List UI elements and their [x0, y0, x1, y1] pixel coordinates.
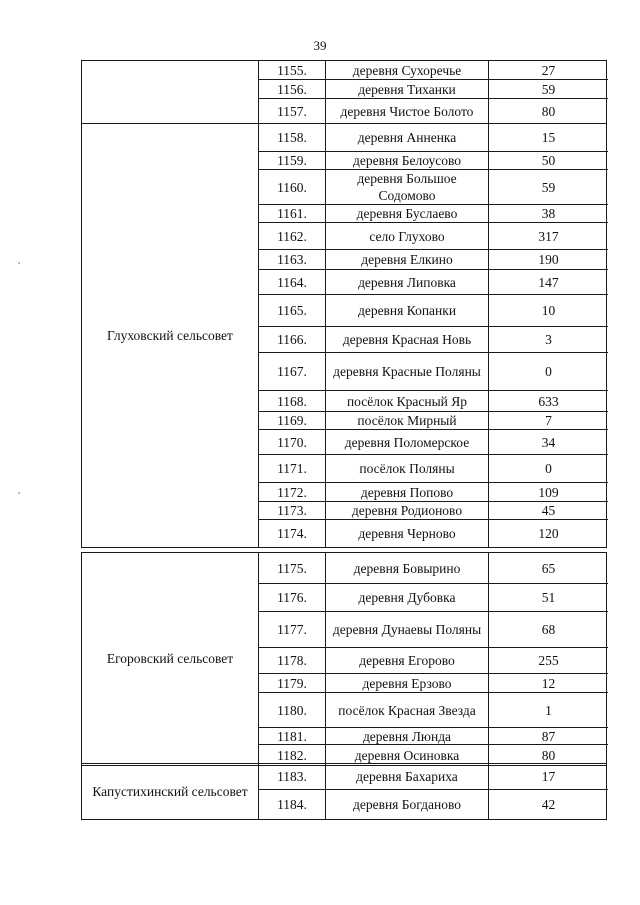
population-value: 59 [489, 170, 608, 205]
row-number: 1179. [259, 674, 326, 693]
settlement-name: посёлок Красный Яр [326, 391, 489, 412]
settlement-name: деревня Красная Новь [326, 327, 489, 353]
region-cell: Капустихинский сельсовет [82, 764, 259, 819]
settlement-name: деревня Дубовка [326, 584, 489, 612]
row-number: 1184. [259, 790, 326, 819]
row-number: 1167. [259, 353, 326, 391]
population-value: 1 [489, 693, 608, 728]
row-number: 1183. [259, 764, 326, 790]
row-number: 1169. [259, 412, 326, 430]
margin-mark [18, 262, 20, 264]
population-value: 15 [489, 124, 608, 152]
population-value: 190 [489, 250, 608, 270]
population-value: 10 [489, 295, 608, 327]
population-value: 120 [538, 526, 559, 541]
row-number: 1159. [259, 152, 326, 170]
settlement-name: деревня Бовырино [326, 553, 489, 584]
population-value: 17 [489, 764, 608, 790]
table-block-glukhovsky [81, 123, 607, 548]
row-number: 1168. [259, 391, 326, 412]
row-number: 1172. [259, 483, 326, 502]
settlement-name: деревня Тиханки [326, 80, 489, 99]
population-value: 80 [541, 747, 556, 763]
settlement-name: деревня Бахариха [326, 764, 489, 790]
row-number: 1180. [259, 693, 326, 728]
settlement-name: деревня Липовка [326, 270, 489, 295]
row-number: 1181. [259, 728, 326, 745]
settlement-name: деревня Красные Поляны [326, 353, 489, 391]
population-value: 27 [489, 61, 608, 80]
region-cell: Егоровский сельсовет [82, 553, 259, 765]
population-value: 59 [489, 80, 608, 99]
row-number: 1177. [259, 612, 326, 648]
population-value: 0 [489, 455, 608, 483]
settlement-name: деревня Родионово [326, 502, 489, 520]
row-number: 1175. [259, 553, 326, 584]
settlement-name: деревня Богданово [326, 790, 489, 819]
population-value: 147 [489, 270, 608, 295]
settlement-name: деревня Копанки [326, 295, 489, 327]
population-value: 42 [541, 797, 556, 812]
population-value: 633 [489, 391, 608, 412]
row-number: 1166. [259, 327, 326, 353]
table-block-continued [81, 60, 607, 124]
settlement-name: посёлок Мирный [326, 412, 489, 430]
row-number: 1170. [259, 430, 326, 455]
population-value: 12 [489, 674, 608, 693]
row-number: 1173. [259, 502, 326, 520]
population-value: 51 [489, 584, 608, 612]
population-value: 255 [489, 648, 608, 674]
population-value: 65 [489, 553, 608, 584]
population-value: 68 [489, 612, 608, 648]
row-number: 1178. [259, 648, 326, 674]
region-cell [82, 61, 259, 123]
population-value: 38 [489, 205, 608, 223]
settlement-name: деревня Белоусово [326, 152, 489, 170]
settlement-name: деревня Осиновка [326, 745, 489, 765]
row-number: 1182. [259, 745, 326, 765]
settlement-name: деревня Дунаевы Поляны [326, 612, 489, 648]
row-number: 1162. [259, 223, 326, 250]
row-number: 1161. [259, 205, 326, 223]
row-number: 1163. [259, 250, 326, 270]
row-number: 1176. [259, 584, 326, 612]
table-block-kapustikhinsky [81, 763, 607, 820]
population-value: 109 [489, 483, 608, 502]
page-number: 39 [313, 38, 327, 53]
settlement-name: деревня Люнда [326, 728, 489, 745]
population-value: 50 [489, 152, 608, 170]
row-number: 1155. [259, 61, 326, 80]
settlement-name: деревня Елкино [326, 250, 489, 270]
population-value: 34 [489, 430, 608, 455]
settlement-name: посёлок Поляны [326, 455, 489, 483]
region-cell: Глуховский сельсовет [82, 124, 259, 547]
population-value: 87 [489, 728, 608, 745]
row-number: 1171. [259, 455, 326, 483]
settlement-name: деревня Буслаево [326, 205, 489, 223]
population-value: 0 [489, 353, 608, 391]
settlement-name: деревня Черново [326, 520, 489, 547]
settlement-name: деревня Чистое Болото [326, 99, 489, 123]
margin-mark [18, 492, 20, 494]
settlement-name: село Глухово [326, 223, 489, 250]
population-value: 7 [489, 412, 608, 430]
row-number: 1157. [259, 99, 326, 123]
row-number: 1158. [259, 124, 326, 152]
row-number: 1174. [259, 520, 326, 547]
population-value: 80 [541, 103, 556, 119]
population-value: 3 [489, 327, 608, 353]
table-block-egorovsky [81, 552, 607, 766]
settlement-name: деревня Поломерское [326, 430, 489, 455]
row-number: 1165. [259, 295, 326, 327]
settlement-name: посёлок Красная Звезда [326, 693, 489, 728]
settlement-name: деревня Большое Содомово [326, 170, 489, 205]
settlement-name: деревня Сухоречье [326, 61, 489, 80]
population-value: 317 [489, 223, 608, 250]
row-number: 1160. [259, 170, 326, 205]
population-value: 45 [489, 502, 608, 520]
settlement-name: деревня Ерзово [326, 674, 489, 693]
row-number: 1156. [259, 80, 326, 99]
settlement-name: деревня Попово [326, 483, 489, 502]
settlement-name: деревня Егорово [326, 648, 489, 674]
row-number: 1164. [259, 270, 326, 295]
settlement-name: деревня Анненка [326, 124, 489, 152]
